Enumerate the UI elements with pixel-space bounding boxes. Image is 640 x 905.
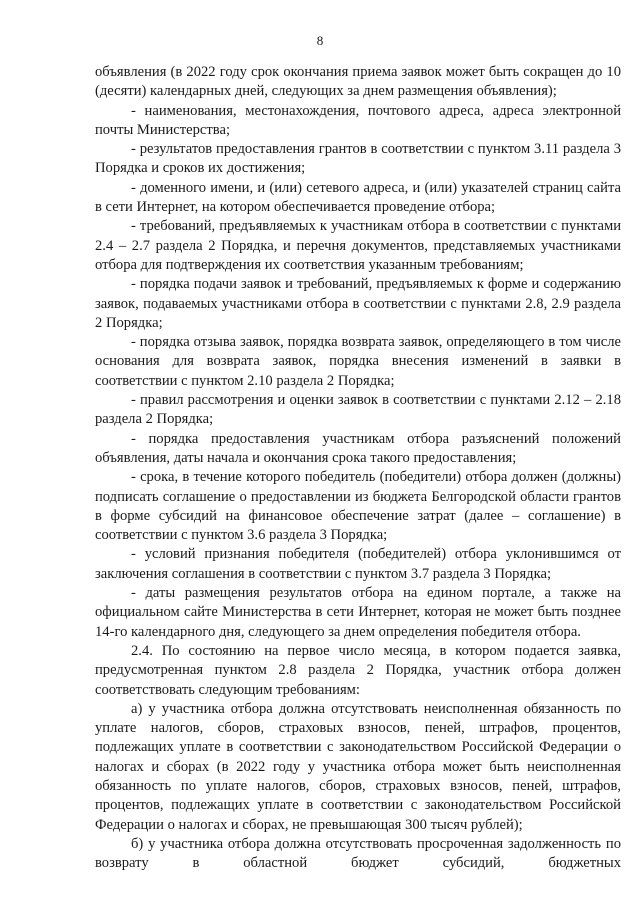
list-item-grant-results: - результатов предоставления грантов в соответствии с пунктом 3.11 раздела 3 Порядка и сроков их достижения; xyxy=(95,141,621,177)
list-item-ministry-contacts: - наименования, местонахождения, почтового адреса, адреса электронной почты Министерства; xyxy=(95,102,621,138)
requirement-b: б) у участника отбора должна отсутствовать просроченная задолженность по возврату в областной бюджет субсидий, бюджетных xyxy=(95,835,621,872)
requirement-a: а) у участника отбора должна отсутствовать неисполненная обязанность по уплате налогов, сборов, страховых взносов, пеней, штрафов, процентов, подлежащих уплате в соответствии с законодательством Российской Федерации о налогах и сборах (в 2022 году у участника отбора может быть неисполненная обязанность по уплате налогов, сборов, страховых взносов, пеней, штрафов, процентов, подлежащих уплате в соответствии с законодательством Российской Федерации о налогах и сборах, не превышающая 300 тысяч рублей); xyxy=(95,700,621,833)
document-body xyxy=(95,63,621,873)
paragraph-continuation: объявления (в 2022 году срок окончания приема заявок может быть сокращен до 10 (десяти) календарных дней, следующих за днем размещения объявления); xyxy=(95,64,621,100)
page-number: 8 xyxy=(316,33,324,48)
list-item-evasion-conditions: - условий признания победителя (победителей) отбора уклонившимся от заключения соглашения в соответствии с пунктом 3.7 раздела 3 Порядка; xyxy=(95,546,621,582)
list-item-application-withdrawal: - порядка отзыва заявок, порядка возврата заявок, определяющего в том числе основания для возврата заявок, порядка внесения изменений в заявки в соответствии с пунктом 2.10 раздела 2 Порядка; xyxy=(95,334,621,389)
list-item-participant-requirements: - требований, предъявляемых к участникам отбора в соответствии с пунктами 2.4 – 2.7 раздела 2 Порядка, и перечня документов, представляемых участниками отбора для подтверждения их соответствия указанным требованиям; xyxy=(95,218,621,273)
list-item-clarifications: - порядка предоставления участникам отбора разъяснений положений объявления, даты начала и окончания срока такого предоставления; xyxy=(95,430,621,466)
list-item-results-publication: - даты размещения результатов отбора на едином портале, а также на официальном сайте Министерства в сети Интернет, которая не может быть позднее 14-го календарного дня, следующего за днем определения победителя отбора. xyxy=(95,585,621,640)
list-item-evaluation-rules: - правил рассмотрения и оценки заявок в соответствии с пунктами 2.12 – 2.18 раздела 2 Порядка; xyxy=(95,392,621,428)
list-item-agreement-deadline: - срока, в течение которого победитель (победители) отбора должен (должны) подписать соглашение о предоставлении из бюджета Белгородской области грантов в форме субсидий на финансовое обеспечение затрат (далее – соглашение) в соответствии с пунктом 3.6 раздела 3 Порядка; xyxy=(95,469,621,544)
list-item-domain-name: - доменного имени, и (или) сетевого адреса, и (или) указателей страниц сайта в сети Интернет, на котором обеспечивается проведение отбора; xyxy=(95,179,621,216)
list-item-application-procedure: - порядка подачи заявок и требований, предъявляемых к форме и содержанию заявок, подаваемых участниками отбора в соответствии с пунктами 2.8, 2.9 раздела 2 Порядка; xyxy=(95,276,621,331)
section-2-4-intro: 2.4. По состоянию на первое число месяца, в котором подается заявка, предусмотренная пунктом 2.8 раздела 2 Порядка, участник отбора должен соответствовать следующим требованиям: xyxy=(95,642,621,698)
